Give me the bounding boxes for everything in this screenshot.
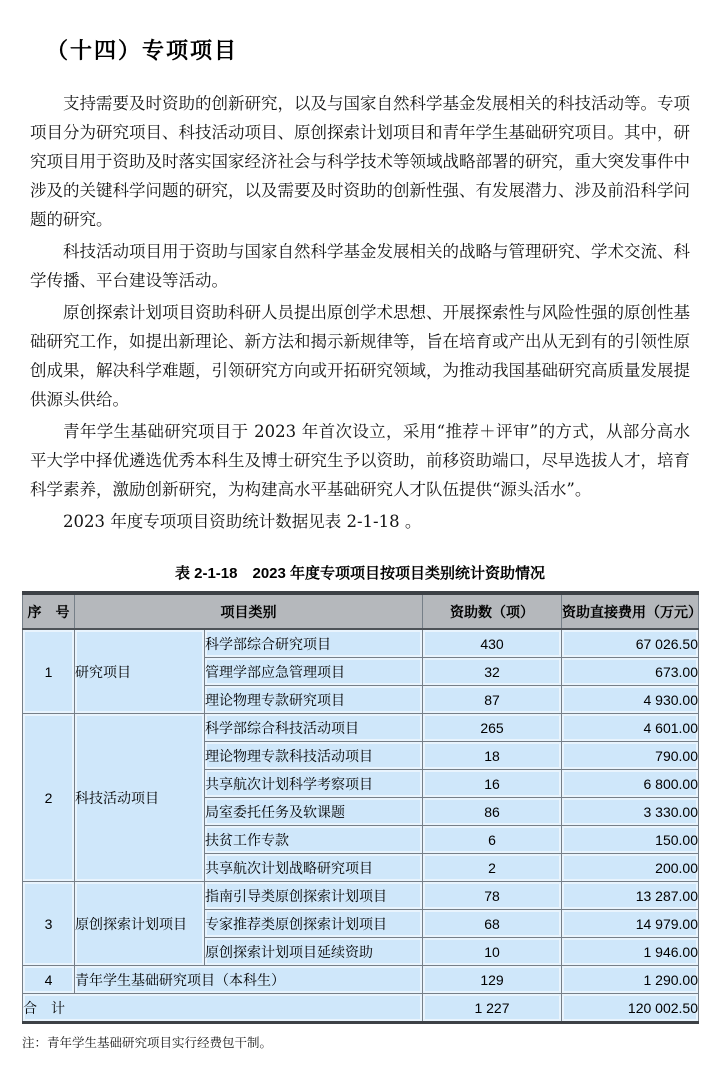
subcategory-cell: 科学部综合科技活动项目 [205, 714, 423, 742]
total-funding-cell: 120 002.50 [562, 994, 699, 1023]
funding-statistics-table [22, 591, 702, 1024]
subcategory-cell: 专家推荐类原创探索计划项目 [205, 910, 423, 938]
subcategory-cell: 科学部综合研究项目 [205, 629, 423, 658]
group-category-cell: 研究项目 [75, 629, 205, 714]
count-cell: 6 [423, 826, 562, 854]
group-category-cell: 科技活动项目 [75, 714, 205, 882]
count-cell: 86 [423, 798, 562, 826]
total-label-cell: 合 计 [23, 994, 423, 1023]
table-row [23, 714, 699, 742]
group-index-cell: 3 [23, 882, 75, 966]
subcategory-cell: 共享航次计划战略研究项目 [205, 854, 423, 882]
subcategory-cell: 原创探索计划项目延续资助 [205, 938, 423, 966]
count-cell: 10 [423, 938, 562, 966]
funding-cell: 14 979.00 [562, 910, 699, 938]
subcategory-cell: 局室委托任务及软课题 [205, 798, 423, 826]
funding-cell: 4 930.00 [562, 686, 699, 714]
paragraph-5: 2023 年度专项项目资助统计数据见表 2-1-18 。 [63, 512, 422, 531]
col-header-funding: 资助直接费用（万元） [562, 593, 699, 629]
col-header-category: 项目类别 [75, 593, 423, 629]
funding-cell: 1 290.00 [562, 966, 699, 994]
group-index-cell: 4 [23, 966, 75, 994]
subcategory-cell: 管理学部应急管理项目 [205, 658, 423, 686]
total-row [23, 994, 699, 1023]
paragraph-3: 原创探索计划项目资助科研人员提出原创学术思想、开展探索性与风险性强的原创性基础研究工作，如提出新理论、新方法和揭示新规律等，旨在培育或产出从无到有的引领性原创成果，解决科学难题，引领研究方向或开拓研究领域，为推动我国基础研究高质量发展提供源头供给。 [30, 303, 690, 409]
count-cell: 265 [423, 714, 562, 742]
col-header-count: 资助数（项） [423, 593, 562, 629]
subcategory-cell: 理论物理专款研究项目 [205, 686, 423, 714]
subcategory-cell: 指南引导类原创探索计划项目 [205, 882, 423, 910]
count-cell: 430 [423, 629, 562, 658]
funding-cell: 790.00 [562, 742, 699, 770]
table-row [23, 966, 699, 994]
group-category-cell: 青年学生基础研究项目（本科生） [75, 966, 423, 994]
count-cell: 87 [423, 686, 562, 714]
table-caption: 表 2-1-18 2023 年度专项项目按项目类别统计资助情况 [174, 565, 546, 582]
funding-cell: 150.00 [562, 826, 699, 854]
body-text [30, 89, 690, 536]
funding-cell: 3 330.00 [562, 798, 699, 826]
section-title: （十四）专项项目 [46, 38, 239, 63]
funding-cell: 6 800.00 [562, 770, 699, 798]
subcategory-cell: 共享航次计划科学考察项目 [205, 770, 423, 798]
count-cell: 68 [423, 910, 562, 938]
count-cell: 16 [423, 770, 562, 798]
paragraph-4: 青年学生基础研究项目于 2023 年首次设立，采用“推荐＋评审”的方式，从部分高水平大学中择优遴选优秀本科生及博士研究生予以资助，前移资助端口，尽早选拔人才，培育科学素养，激励创新研究，为构建高水平基础研究人才队伍提供“源头活水”。 [30, 422, 690, 499]
count-cell: 32 [423, 658, 562, 686]
funding-cell: 13 287.00 [562, 882, 699, 910]
funding-cell: 1 946.00 [562, 938, 699, 966]
funding-cell: 200.00 [562, 854, 699, 882]
subcategory-cell: 扶贫工作专款 [205, 826, 423, 854]
group-index-cell: 2 [23, 714, 75, 882]
count-cell: 18 [423, 742, 562, 770]
count-cell: 2 [423, 854, 562, 882]
total-count-cell: 1 227 [423, 994, 562, 1023]
count-cell: 78 [423, 882, 562, 910]
table-footnote: 注：青年学生基础研究项目实行经费包干制。 [22, 1036, 273, 1050]
table-row [23, 882, 699, 910]
count-cell: 129 [423, 966, 562, 994]
group-category-cell: 原创探索计划项目 [75, 882, 205, 966]
paragraph-2: 科技活动项目用于资助与国家自然科学基金发展相关的战略与管理研究、学术交流、科学传播、平台建设等活动。 [30, 242, 690, 290]
funding-cell: 67 026.50 [562, 629, 699, 658]
col-header-index: 序 号 [23, 593, 75, 629]
funding-cell: 673.00 [562, 658, 699, 686]
table-row [23, 629, 699, 658]
header-row [23, 593, 699, 629]
group-index-cell: 1 [23, 629, 75, 714]
subcategory-cell: 理论物理专款科技活动项目 [205, 742, 423, 770]
paragraph-1: 支持需要及时资助的创新研究，以及与国家自然科学基金发展相关的科技活动等。专项项目分为研究项目、科技活动项目、原创探索计划项目和青年学生基础研究项目。其中，研究项目用于资助及时落实国家经济社会与科学技术等领域战略部署的研究，重大突发事件中涉及的关键科学问题的研究，以及需要及时资助的创新性强、有发展潜力、涉及前沿科学问题的研究。 [30, 94, 690, 229]
funding-cell: 4 601.00 [562, 714, 699, 742]
